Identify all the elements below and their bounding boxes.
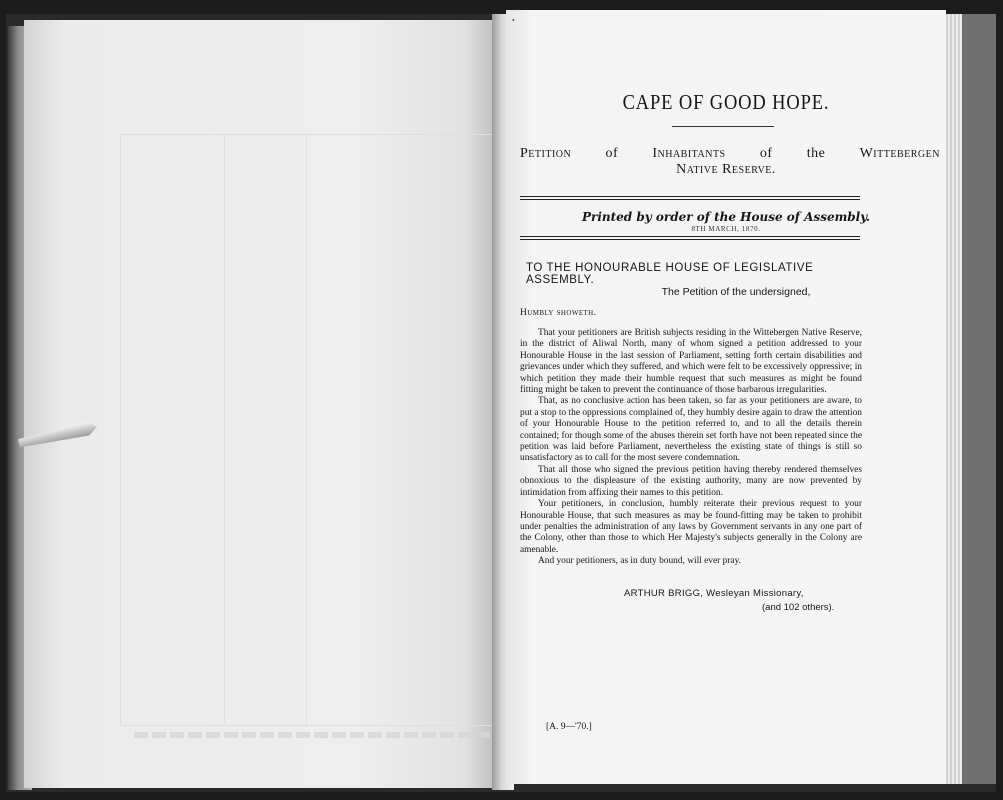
petition-title-word: of	[605, 146, 619, 161]
petition-title-line-1	[520, 146, 940, 162]
speck: •	[512, 16, 515, 25]
humbly-showeth: Humbly showeth.	[520, 308, 597, 318]
show-through-line	[224, 134, 225, 724]
petition-of-line: The Petition of the undersigned,	[661, 286, 811, 298]
signature: ARTHUR BRIGG, Wesleyan Missionary,	[624, 588, 804, 599]
petition-title-word: Wittebergen	[859, 146, 940, 161]
body-paragraph: That, as no conclusive action has been taken, so far as your petitioners are aware, to put a stop to the oppressions complained of, they humbly desire again to draw the attention of your Honourable House to the petition referred to, and to all the details therein contained; for though some of the abuses therein set forth have not been repeated since the petition was laid before Parliament, nevertheless the existing state of things is still so unsatisfactory as to call for the most severe condemnation.	[520, 396, 862, 464]
signature-others: (and 102 others).	[762, 602, 835, 613]
title-rule	[672, 126, 774, 127]
right-page-edges	[946, 14, 962, 784]
document-title: CAPE OF GOOD HOPE.	[622, 90, 830, 114]
petition-title-word: Inhabitants	[652, 146, 726, 161]
body-paragraph: That all those who signed the previous petition having thereby rendered themselves obnoxious to the displeasure of the existing authority, many are now prevented by intimidation from affixing their names to this petition.	[520, 464, 862, 498]
printed-notice: Printed by order of the House of Assembly.	[581, 210, 871, 224]
page-pointer	[17, 420, 98, 450]
print-date: 8TH MARCH, 1870.	[691, 225, 761, 233]
body-paragraph: That your petitioners are British subjects residing in the Wittebergen Native Reserve, in the district of Aliwal North, many of whom signed a petition addressed to your Honourable House in the last session of Parliament, setting forth certain disabilities and grievances under which they suffered, and which were felt to be excessively oppressive; in which petition they made their humble request that such measures as might be found fitting might be taken to prevent the continuance of those barbarous irregularities.	[520, 328, 862, 396]
body-paragraph: And your petitioners, as in duty bound, will ever pray.	[538, 556, 741, 567]
petition-title-word: of	[759, 146, 773, 161]
footer-reference: [A. 9—'70.]	[546, 722, 592, 732]
addressee-heading: TO THE HONOURABLE HOUSE OF LEGISLATIVE ASSEMBLY.	[526, 262, 814, 286]
show-through-text	[134, 732, 504, 738]
show-through-frame	[120, 134, 502, 726]
body-paragraph: Your petitioners, in conclusion, humbly reiterate their previous request to your Honourable House, that such measures as may be found-fitting may be taken to prohibit under penalties the administration of any laws by Government servants in any one part of the Colony, other than those to which Her Majesty's subjects generally in the Colony are amenable.	[520, 499, 862, 555]
petition-body	[520, 328, 862, 568]
petition-title-word: Petition	[520, 146, 572, 161]
petition-title-word: the	[806, 146, 826, 161]
right-page	[506, 10, 946, 784]
show-through-line	[306, 134, 307, 724]
book-cover-edge	[962, 14, 996, 784]
double-rule-top	[520, 196, 860, 200]
left-page	[24, 20, 502, 788]
petition-title-line-2: Native Reserve.	[676, 162, 776, 177]
double-rule-bottom	[520, 236, 860, 240]
